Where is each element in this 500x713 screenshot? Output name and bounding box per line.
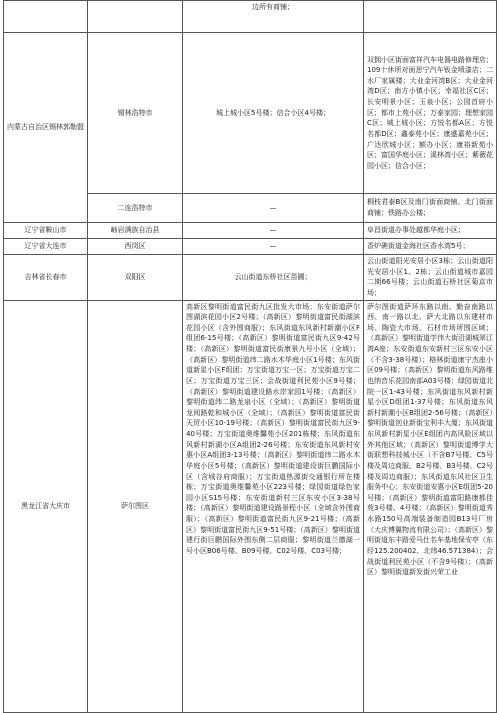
high-risk-area-cell [183,300,364,712]
table-row [4,300,497,712]
region-cell: 内蒙古自治区锡林郭勒盟 [4,33,88,223]
region-cell [4,1,88,33]
region-cell: 吉林省长春市 [4,255,88,301]
district-cell: 西岗区 [88,239,183,255]
medium-risk-area-cell: 双拥小区街面富祥汽车电器电路修理店；109十休所对面思宁汽车钣金喷漆店；二水厂家属楼；大业金河湾B区；大业金河湾D区；南方小镇小区；幸福社区C区；长安明景小区；玉泉小区；公园首府小区；都市上苑小区；万泰家园；理想家园C区；城上城小区；方悦名都A区；方悦名都D区；鑫泰苑小区；康盛嘉苑小区；广达欣城小区；额办小区；康裕新苑小区；富国华庭小区；溪林湾小区；紫薇花园小区；信合小区； [364,33,497,194]
region-cell: 辽宁省鞍山市 [4,223,88,239]
high-risk-area-cell: — [183,223,364,239]
risk-area-table [3,0,497,713]
table-row [4,255,497,301]
table-row [4,33,497,194]
district-cell: 锡林浩特市 [88,33,183,194]
district-cell: 萨尔图区 [88,300,183,712]
table-row [4,239,497,255]
district-cell: 双阳区 [88,255,183,301]
medium-risk-area-cell [364,1,497,33]
medium-risk-area-text: 萨尔图街道萨环东路以南、勤奋南路以西、南一路以北、萨大北路以东建材市场、陶瓷大市场、石材市场所围区域；（高新区）黎明街道学伟大街沿湖城翠江湾A座；东安街道东安新村三区东安小区（不含3-38号楼）；格林街道康宁杰座小区09号楼；（高新区）黎明街道东风路维也纳音乐花园南部A03号楼；绿园街道北院一区1-43号楼；东风街道东风新村新星小区D组团1-37号楼；东风街道东风新村新潮小区B组团2-56号楼；（高新区）黎明街道创业新街宝利丰大厦；东风街道东风新村新星小区E组团内高风险区域以外其他区域；（高新区）黎明街道博学大街联想科技城小区（不含B7号楼、C5号楼及周边商服、B2号楼、B3号楼、C2号楼及周边商服）；东风街道东风社区卫生服务中心；东安街道安惠小区E组团5-20号楼；（高新区）黎明街道富阳路康都佳苑3号楼、4号楼；（高新区）黎明街道秀水路150号高端装备制造园B13号厂房（大庆博翼物流有限公司）；（高新区）黎明街道东丰路爱马仕名车基地保安亭（东经125.200402、北纬46.571384）；会战街道利民苑小区（不含9号楼）；（高新区）黎明街道新发街兴荣工业 [367,302,493,577]
high-risk-area-cell: 云山街道东桥社区苗圃； [183,255,364,301]
high-risk-area-text: 高新区黎明街道富民街九区批发大市场；东安街道萨尔图湖滨花园小区2号楼；（高新区）黎明街道富民街湖滨花园小区（含外围商服）；东风街道东风新村新潮小区F组团6-15号楼；（高新区）黎明街道富民街九区9-42号楼；（高新区）黎明街道富民街康景九号小区（全域）；（高新区）黎明街道纬二路水木华庭小区1号楼；东风街道新星小区F组团；万宝街道万宝一区；万宝街道万宝二区；万宝街道万宝三区；会战街道利民苑小区9号楼；（高新区）黎明街道建设路水岸家园1号楼；（高新区）黎明街道纬二路龙泉小区（全域）；（高新区）黎明街道龙阅路乾和城小区（全域）；（高新区）黎明街道富民街天贸小区10-19号楼；（高新区）黎明街道富民街九区9-40号楼；万宝街道奥维馨苑小区201栋楼；东风街道东风新村新湖小区A组团2-26号楼；东安街道东风新村安惠小区A组团3-13号楼；（高新区）黎明街道纬二路水木华庭小区5号楼；（高新区）黎明街道建设街巨鹏国际小区（含城谷府商服）；万宝街道热源街交通银行所在楼栋；万宝街道奥维馨苑小区223号楼；绿园街道绿色家园小区S15号楼；东安街道新村三区东安小区3-38号楼；（高新区）黎明街道建设路景程小区（全域含外围商服）；（高新区）黎明街道富民街九区9-21号楼；（高新区）黎明街道富民街九区9-51号楼；（高新区）黎明街道建行街巨鹏国际外围东侧二层商服；黎明街道兰德湖一号小区B06号楼、B09号楼、C02号楼、C03号楼； [186,302,360,555]
high-risk-area-cell: 边所有商铺； [183,1,364,33]
high-risk-area-cell: 城上城小区5号楼；信合小区4号楼； [183,33,364,194]
medium-risk-area-cell: 阜昌街道办事处越都华庭小区； [364,223,497,239]
district-cell [88,1,183,33]
table-row [4,223,497,239]
region-cell: 辽宁省大连市 [4,239,88,255]
region-cell: 黑龙江省大庆市 [4,300,88,712]
medium-risk-area-cell: 桐枝君泰B区及南门街面商铺、北门街面商铺；铁路办公楼； [364,194,497,223]
high-risk-area-cell: — [183,239,364,255]
high-risk-area-cell: — [183,194,364,223]
medium-risk-area-cell: 香炉礁街道金海社区香水湾5号； [364,239,497,255]
district-cell: 岫岩满族自治县 [88,223,183,239]
district-cell: 二连浩特市 [88,194,183,223]
medium-risk-area-cell [364,300,497,712]
medium-risk-area-cell: 云山街道阳光安居小区3栋；云山街道阳光安居小区1、2栋；云山街道城市嘉园二期66号楼；云山街道石桥社区菊京市场； [364,255,497,301]
table-row [4,1,497,33]
